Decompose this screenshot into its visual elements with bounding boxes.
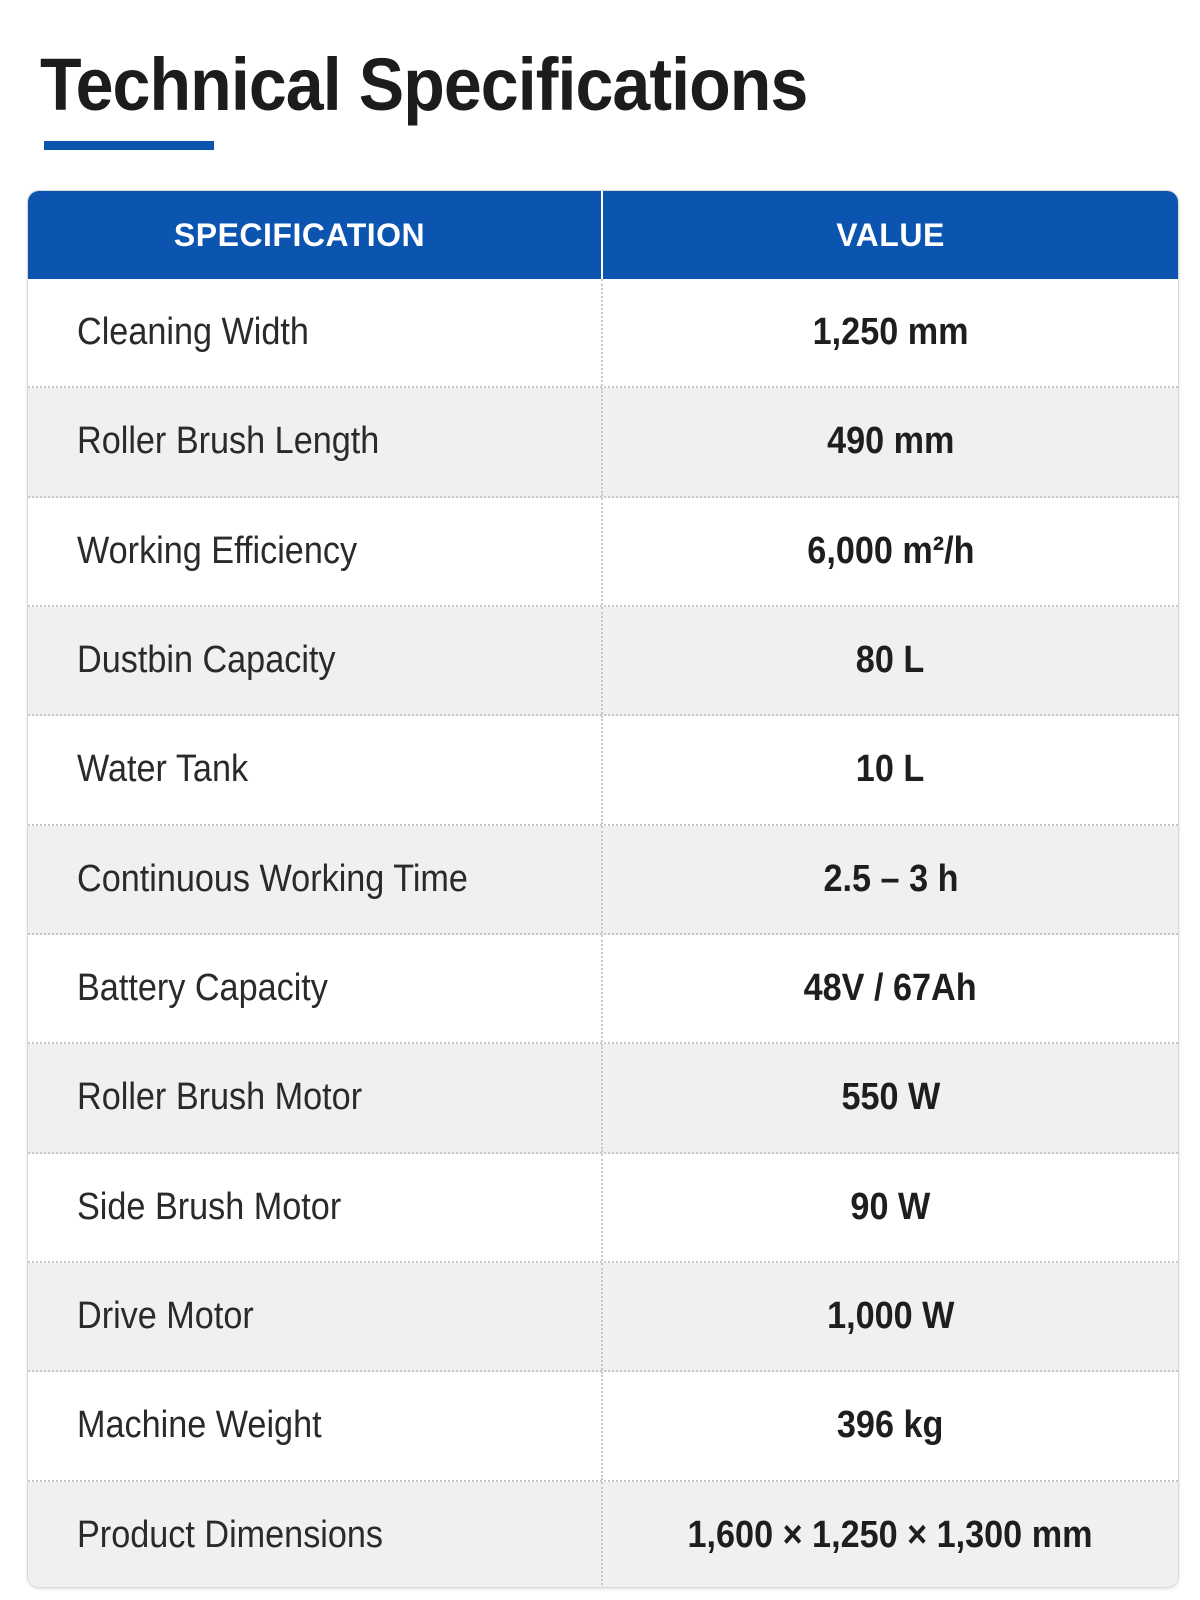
spec-cell <box>28 279 603 386</box>
table-row <box>28 935 1178 1044</box>
header-specification: SPECIFICATION <box>28 191 603 279</box>
table-row <box>28 1263 1178 1372</box>
spec-value: 48V / 67Ah <box>804 967 977 1010</box>
spec-label: Drive Motor <box>77 1295 254 1338</box>
spec-cell <box>28 935 603 1042</box>
spec-value: 1,250 mm <box>812 311 969 354</box>
page-title: Technical Specifications <box>40 43 808 126</box>
spec-value: 2.5 – 3 h <box>822 857 958 900</box>
table-row <box>28 1372 1178 1481</box>
spec-label: Dustbin Capacity <box>77 639 336 682</box>
value-cell <box>603 826 1178 933</box>
value-cell <box>603 1372 1178 1479</box>
value-cell <box>603 1044 1178 1151</box>
spec-value: 1,600 × 1,250 × 1,300 mm <box>687 1513 1094 1556</box>
spec-value: 490 mm <box>826 420 955 463</box>
table-row <box>28 1154 1178 1263</box>
table-body <box>28 279 1178 1588</box>
spec-cell <box>28 388 603 495</box>
value-cell <box>603 498 1178 605</box>
spec-label: Water Tank <box>77 748 249 791</box>
spec-cell <box>28 1372 603 1479</box>
spec-label: Product Dimensions <box>77 1513 384 1556</box>
value-cell <box>603 935 1178 1042</box>
spec-cell <box>28 1482 603 1588</box>
value-cell <box>603 1154 1178 1261</box>
spec-label: Machine Weight <box>77 1404 322 1447</box>
spec-label: Side Brush Motor <box>77 1185 342 1228</box>
spec-label: Working Efficiency <box>77 529 358 572</box>
value-cell <box>603 1263 1178 1370</box>
value-cell <box>603 607 1178 714</box>
spec-value: 550 W <box>841 1076 940 1119</box>
spec-cell <box>28 498 603 605</box>
spec-table <box>27 190 1179 1588</box>
spec-cell <box>28 607 603 714</box>
table-row <box>28 279 1178 388</box>
table-row <box>28 498 1178 607</box>
table-row <box>28 388 1178 497</box>
spec-value: 10 L <box>856 748 925 791</box>
header-value: VALUE <box>836 216 945 253</box>
table-row <box>28 716 1178 825</box>
spec-value: 396 kg <box>837 1404 944 1447</box>
spec-value: 1,000 W <box>826 1295 955 1338</box>
table-header <box>28 191 1178 279</box>
value-cell <box>603 1482 1178 1588</box>
value-cell <box>603 279 1178 386</box>
spec-value: 90 W <box>850 1185 931 1228</box>
spec-cell <box>28 716 603 823</box>
table-row <box>28 826 1178 935</box>
table-row <box>28 1044 1178 1153</box>
spec-label: Roller Brush Length <box>77 420 380 463</box>
spec-cell <box>28 826 603 933</box>
spec-label: Roller Brush Motor <box>77 1076 363 1119</box>
spec-cell <box>28 1044 603 1151</box>
spec-value: 80 L <box>856 639 925 682</box>
spec-label: Battery Capacity <box>77 967 328 1010</box>
spec-value: 6,000 m²/h <box>806 529 975 572</box>
value-cell <box>603 716 1178 823</box>
value-cell <box>603 388 1178 495</box>
spec-cell <box>28 1154 603 1261</box>
table-row <box>28 607 1178 716</box>
title-underline <box>44 141 214 150</box>
table-row <box>28 1482 1178 1588</box>
spec-cell <box>28 1263 603 1370</box>
spec-label: Cleaning Width <box>77 311 309 354</box>
spec-label: Continuous Working Time <box>77 857 468 900</box>
